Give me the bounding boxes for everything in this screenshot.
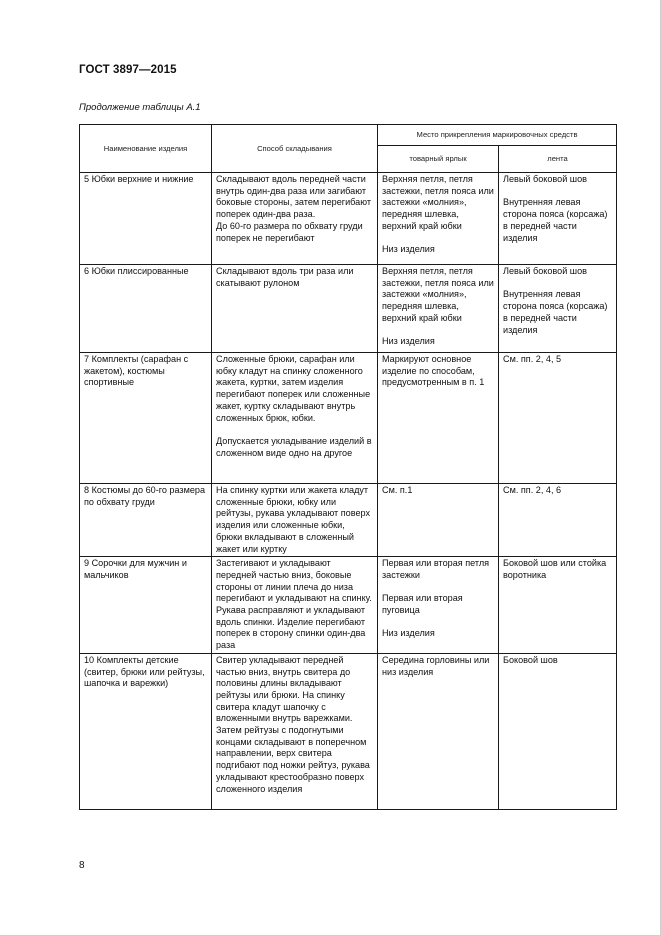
cell-text: Складывают вдоль три раза или скатывают рулоном [216,266,354,288]
cell-text: Левый боковой шов [503,174,587,184]
cell-text: Первая или вторая пуговица [382,593,463,616]
cell-text: Верхняя петля, петля застежки, петля пояса или застежки «молния», передняя шлевка, верхний край юбки [382,266,494,323]
table-row [80,353,617,484]
col-header-name: Наименование изделия [80,125,212,173]
cell-tape [499,265,617,353]
cell-tape [499,557,617,654]
cell-text: Внутренняя левая сторона пояса (корсажа) в передней части изделия [503,197,608,243]
cell-text: Боковой шов [503,654,558,665]
cell-text: Низ изделия [382,336,435,347]
cell-method [212,557,378,654]
table-row [80,557,617,654]
cell-name: 8 Костюмы до 60-го размера по обхвату груди [80,484,212,557]
cell-text: До 60-го размера по обхвату груди поперек не перегибают [216,220,363,243]
cell-text: Сложенные брюки, сарафан или юбку кладут на спинку сложенного жакета, куртки, затем изделия перегибают поперек или сложенные жакет, куртку складывают внутрь сложенных брюк, юбки. [216,354,371,423]
cell-text: Внутренняя левая сторона пояса (корсажа) в передней части изделия [503,289,608,335]
cell-text: Низ изделия [382,244,435,255]
table-row [80,484,617,557]
cell-text: Боковой шов или стойка воротника [503,558,607,580]
cell-name: 10 Комплекты детские (свитер, брюки или рейтузы, шапочка и варежки) [80,653,212,809]
cell-label [378,653,499,809]
cell-text: На спинку куртки или жакета кладут сложенные брюки, юбку или рейтузы, рукава укладывают поверх изделия или сложенные юбки, брюки вкладывают в сложенный жакет или куртку [216,485,371,554]
cell-text: Верхняя петля, петля застежки, петля пояса или застежки «молния», передняя шлевка, верхний край юбки [382,174,494,231]
cell-name: 5 Юбки верхние и нижние [80,173,212,265]
cell-text: Маркируют основное изделие по способам, предусмотренным в п. 1 [382,354,485,388]
cell-label [378,353,499,484]
table-row [80,173,617,265]
page-number: 8 [79,860,85,871]
cell-text: Середина горловины или низ изделия [382,654,490,677]
cell-method [212,653,378,809]
cell-name: 6 Юбки плиссированные [80,265,212,353]
cell-text: Левый боковой шов [503,266,587,276]
cell-tape [499,173,617,265]
cell-text: Допускается укладывание изделий в сложенном виде одно на другое [216,435,372,458]
cell-method [212,353,378,484]
cell-method [212,265,378,353]
cell-tape [499,653,617,809]
cell-name: 7 Комплекты (сарафан с жакетом), костюмы спортивные [80,353,212,484]
cell-label [378,484,499,557]
cell-text: Складывают вдоль передней части внутрь один-два раза или загибают боковые стороны, затем перегибают поперек один-два раза. [216,174,372,220]
marking-table [79,124,617,810]
cell-label [378,265,499,353]
col-header-place-group: Место прикрепления маркировочных средств [378,125,617,146]
cell-text: Свитер укладывают передней частью вниз, внутрь свитера до половины длины вкладывают рейтузы или брюки. На спинку свитера кладут шапочку с вложенными внутрь варежками. Затем рейтузы с подогнутыми концами складывают в поперечном направлении, верх свитера подгибают под ножки рейтуз, рукава укладывают крестообразно поверх сложенного изделия [216,654,370,794]
cell-tape [499,484,617,557]
cell-tape [499,353,617,484]
col-header-tape: лента [499,146,617,173]
cell-text: Первая или вторая петля застежки [382,558,490,580]
col-header-label: товарный ярлык [378,146,499,173]
cell-method [212,484,378,557]
col-header-method: Способ складывания [212,125,378,173]
cell-method [212,173,378,265]
cell-text: См. пп. 2, 4, 6 [503,485,562,495]
cell-text: См. п.1 [382,485,413,495]
cell-text: См. пп. 2, 4, 5 [503,354,562,364]
table-row [80,653,617,809]
document-header: ГОСТ 3897—2015 [79,64,177,76]
cell-text: Застегивают и укладывают передней частью вниз, боковые стороны от линии плеча до низа перегибают и укладывают на спинку. Рукава расправляют и укладывают вдоль спинки. Изделие перегибают поперек в сторону спинки один-два раза [216,558,372,651]
cell-label [378,557,499,654]
table-row [80,265,617,353]
cell-text: Низ изделия [382,628,435,639]
cell-label [378,173,499,265]
table-caption: Продолжение таблицы А.1 [79,102,201,113]
cell-name: 9 Сорочки для мужчин и мальчиков [80,557,212,654]
